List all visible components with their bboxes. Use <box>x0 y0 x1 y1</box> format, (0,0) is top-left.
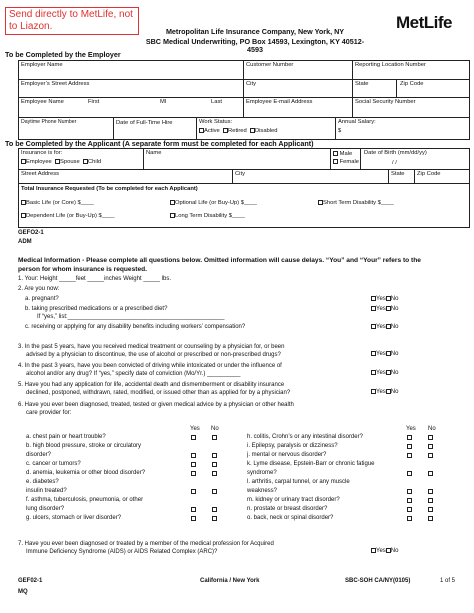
q3-answer <box>371 351 398 358</box>
q6-left-item: f. asthma, tuberculosis, pneumonia, or other <box>26 497 144 503</box>
q6-left-yes-header: Yes <box>190 426 200 432</box>
q6-left-item: disorder? <box>26 452 52 458</box>
q6-right-item: l. arthritis, carpal tunnel, or any muscle <box>247 479 350 485</box>
annual-salary-label: Annual Salary: <box>338 119 376 125</box>
mid-code-1: GEFO2-1 <box>18 230 44 236</box>
q6-left-item: a. chest pain or heart trouble? <box>26 434 106 440</box>
question-3-line1: 3. In the past 5 years, have you received medical treatment or counseling by a physician for, or been <box>18 344 285 350</box>
q6-right-item: syndrome? <box>247 470 277 476</box>
long-term-label: Long Term Disability $____ <box>175 213 245 220</box>
basic-life-option <box>21 200 94 206</box>
q6-right-no-checkbox[interactable] <box>428 444 433 449</box>
employee-label: Employee <box>26 159 52 166</box>
footer-code-2: MQ <box>18 589 28 595</box>
employee-first-label: First <box>88 99 100 105</box>
short-term-label: Short Term Disability $____ <box>323 200 394 207</box>
q4-yes-label: Yes <box>376 370 386 377</box>
q6-left-no-checkbox[interactable] <box>212 507 217 512</box>
work-status-options <box>199 128 278 134</box>
employer-city-label: City <box>246 81 256 87</box>
q5-no-label: No <box>390 389 399 396</box>
question-3-line2: advised by a physician to discontinue, the use of alcohol or prescribed or non-prescribed drugs? <box>26 352 281 358</box>
q2c-no-label: No <box>390 324 399 331</box>
footer-center: California / New York <box>200 578 260 584</box>
company-line-2: SBC Medical Underwriting, PO Box 14593, Lexington, KY 40512-4593 <box>145 37 365 54</box>
employer-state-label: State <box>355 81 369 87</box>
q6-left-no-checkbox[interactable] <box>212 462 217 467</box>
q7-answer <box>371 548 398 555</box>
question-2b-list: If “yes,” list:_______________________________________________ <box>37 314 225 320</box>
employee-name-label: Employee Name <box>21 99 64 105</box>
q6-right-yes-header: Yes <box>406 426 416 432</box>
disabled-label: Disabled <box>254 128 278 135</box>
q6-right-item: o. back, neck or spinal disorder? <box>247 515 334 521</box>
question-1: 1. Your: Height _____feet _____inches Weight _____ lbs. <box>18 276 172 282</box>
q6-right-item: m. kidney or urinary tract disorder? <box>247 497 340 503</box>
q6-right-yes-checkbox[interactable] <box>407 453 412 458</box>
reporting-location-label: Reporting Location Number <box>355 62 426 68</box>
q2a-no-label: No <box>390 296 399 303</box>
employer-street-label: Employer’s Street Address <box>21 81 90 87</box>
q2a-yes-label: Yes <box>376 296 386 303</box>
q6-right-no-checkbox[interactable] <box>428 489 433 494</box>
q6-right-item: k. Lyme disease, Epstein-Barr or chronic fatigue <box>247 461 375 467</box>
short-term-option <box>318 200 394 206</box>
work-status-label: Work Status: <box>199 119 233 125</box>
q6-left-item: c. cancer or tumors? <box>26 461 81 467</box>
q7-yes-label: Yes <box>376 548 386 555</box>
applicant-state-label: State <box>391 171 405 177</box>
question-4-line1: 4. In the past 3 years, have you been convicted of driving while intoxicated or under the influence of <box>18 363 282 369</box>
applicant-city-label: City <box>235 171 245 177</box>
q6-left-no-checkbox[interactable] <box>212 516 217 521</box>
dob-slashes: / / <box>392 160 397 166</box>
applicant-street-label: Street Address <box>21 171 60 177</box>
applicant-name-label: Name <box>146 150 162 156</box>
insurance-for-label: Insurance is for: <box>21 150 63 156</box>
q6-right-no-header: No <box>428 426 436 432</box>
q6-right-yes-checkbox[interactable] <box>407 507 412 512</box>
q6-right-no-checkbox[interactable] <box>428 516 433 521</box>
q6-left-item: e. diabetes? <box>26 479 59 485</box>
male-checkbox[interactable] <box>333 151 338 156</box>
question-4-line2: alcohol and/or any drug? If “yes,” specify date of conviction (Mo/Yr.) __________ <box>26 371 241 377</box>
footer-page: 1 of 5 <box>440 578 456 584</box>
dependent-life-option <box>21 213 115 219</box>
male-label: Male <box>339 151 353 158</box>
question-6-line1: 6. Have you ever been diagnosed, treated, tested or given medical advice by a physician or other health <box>18 402 294 408</box>
spouse-label: Spouse <box>60 159 80 166</box>
q6-left-yes-checkbox[interactable] <box>191 489 196 494</box>
male-option <box>333 151 352 157</box>
female-label: Female <box>339 159 359 166</box>
q6-left-yes-checkbox[interactable] <box>191 462 196 467</box>
customer-number-label: Customer Number <box>246 62 294 68</box>
q4-answer <box>371 370 398 377</box>
q6-left-item: d. anemia, leukemia or other blood disorder? <box>26 470 146 476</box>
q6-right-no-checkbox[interactable] <box>428 435 433 440</box>
q6-left-yes-checkbox[interactable] <box>191 471 196 476</box>
question-7-line2: Immune Deficiency Syndrome (AIDS) or AIDS Related Complex (ARC)? <box>26 549 218 555</box>
q2c-yes-label: Yes <box>376 324 386 331</box>
daytime-phone-label: Daytime Phone Number <box>21 119 77 125</box>
medical-intro-2: person for whom insurance is requested. <box>18 266 147 273</box>
q6-left-item: b. high blood pressure, stroke or circulatory <box>26 443 142 449</box>
q3-yes-label: Yes <box>376 351 386 358</box>
q6-right-yes-checkbox[interactable] <box>407 444 412 449</box>
q6-left-yes-checkbox[interactable] <box>191 516 196 521</box>
employee-email-label: Employee E-mail Address <box>246 99 313 105</box>
employer-zip-label: Zip Code <box>400 81 424 87</box>
q7-no-label: No <box>390 548 399 555</box>
child-label: Child <box>87 159 102 166</box>
q6-right-item: j. mental or nervous disorder? <box>247 452 327 458</box>
female-option <box>333 159 359 165</box>
applicant-section-title: To be Completed by the Applicant (A separate form must be completed for each Applicant) <box>5 139 314 148</box>
q4-no-label: No <box>390 370 399 377</box>
question-5-line2: declined, postponed, withdrawn, rated, modified, or issued other than as applied for by a physician? <box>26 390 291 396</box>
retired-label: Retired <box>228 128 247 135</box>
q2c-answer <box>371 324 398 331</box>
q6-left-no-checkbox[interactable] <box>212 435 217 440</box>
q6-right-item: n. prostate or breast disorder? <box>247 506 328 512</box>
employee-mi-label: MI <box>160 99 167 105</box>
q6-right-item: i. Epilepsy, paralysis or dizziness? <box>247 443 338 449</box>
optional-life-option <box>170 200 257 206</box>
date-full-time-label: Date of Full-Time Hire <box>116 120 173 126</box>
q6-right-yes-checkbox[interactable] <box>407 516 412 521</box>
q6-left-item: g. ulcers, stomach or liver disorder? <box>26 515 122 521</box>
q5-yes-label: Yes <box>376 389 386 396</box>
dependent-life-label: Dependent Life (or Buy-Up) $____ <box>26 213 115 220</box>
q6-left-no-checkbox[interactable] <box>212 489 217 494</box>
q6-right-no-checkbox[interactable] <box>428 471 433 476</box>
q6-right-yes-checkbox[interactable] <box>407 471 412 476</box>
send-directly-stamp: Send directly to MetLife, not to Liazon. <box>5 7 139 35</box>
applicant-zip-label: Zip Code <box>417 171 441 177</box>
q6-right-no-checkbox[interactable] <box>428 507 433 512</box>
q6-left-no-checkbox[interactable] <box>212 471 217 476</box>
medical-intro-1: Medical Information - Please complete all questions below. Omitted information will cause delays. “You” and “Your” refers to the <box>18 257 421 264</box>
employee-last-label: Last <box>211 99 222 105</box>
ssn-label: Social Security Number <box>355 99 416 105</box>
metlife-logo: MetLife <box>396 13 452 32</box>
mid-code-2: ADM <box>18 239 32 245</box>
total-requested-label: Total Insurance Requested (To be completed for each Applicant) <box>21 186 198 192</box>
q6-right-item: h. colitis, Crohn’s or any intestinal disorder? <box>247 434 363 440</box>
footer-code-1: GEF02-1 <box>18 578 43 584</box>
question-6-line2: care provider for: <box>26 410 72 416</box>
q2b-yes-label: Yes <box>376 306 386 313</box>
employer-name-label: Employer Name <box>21 62 63 68</box>
active-label: Active <box>204 128 220 135</box>
annual-salary-dollar: $ <box>338 128 342 134</box>
q6-left-yes-checkbox[interactable] <box>191 507 196 512</box>
q6-right-yes-checkbox[interactable] <box>407 498 412 503</box>
q6-right-item: weakness? <box>247 488 278 494</box>
q6-left-yes-checkbox[interactable] <box>191 453 196 458</box>
question-2c: c. receiving or applying for any disability benefits including workers’ compensation? <box>25 324 246 330</box>
q2b-answer <box>371 306 398 313</box>
q6-left-no-checkbox[interactable] <box>212 453 217 458</box>
company-line-1: Metropolitan Life Insurance Company, New York, NY <box>165 27 345 36</box>
question-2b: b. taking prescribed medications or a prescribed diet? <box>25 306 168 312</box>
q6-left-yes-checkbox[interactable] <box>191 435 196 440</box>
q6-left-no-header: No <box>211 426 219 432</box>
basic-life-label: Basic Life (or Core) $____ <box>26 200 94 207</box>
q6-left-item: lung disorder? <box>26 506 65 512</box>
dob-label: Date of Birth (mm/dd/yy) <box>364 150 427 156</box>
question-7-line1: 7. Have you ever been diagnosed or treated by a member of the medical profession for Acquired <box>18 541 274 547</box>
optional-life-label: Optional Life (or Buy-Up) $____ <box>175 200 257 207</box>
q2b-no-label: No <box>390 306 399 313</box>
insurance-for-options <box>21 159 101 165</box>
q3-no-label: No <box>390 351 399 358</box>
q6-right-no-checkbox[interactable] <box>428 453 433 458</box>
q6-right-yes-checkbox[interactable] <box>407 489 412 494</box>
question-2a: a. pregnant? <box>25 296 59 302</box>
q5-answer <box>371 389 398 396</box>
long-term-option <box>170 213 245 219</box>
footer-form-number: SBC-SOH CA/NY(0105) <box>345 578 411 584</box>
q6-right-no-checkbox[interactable] <box>428 498 433 503</box>
employer-section-title: To be Completed by the Employer <box>5 50 121 59</box>
question-2: 2. Are you now: <box>18 286 60 292</box>
q2a-answer <box>371 296 398 303</box>
q6-left-item: insulin treated? <box>26 488 67 494</box>
q6-right-yes-checkbox[interactable] <box>407 435 412 440</box>
question-5-line1: 5. Have you had any application for life, accidental death and dismemberment or disability insurance <box>18 382 285 388</box>
female-checkbox[interactable] <box>333 159 338 164</box>
